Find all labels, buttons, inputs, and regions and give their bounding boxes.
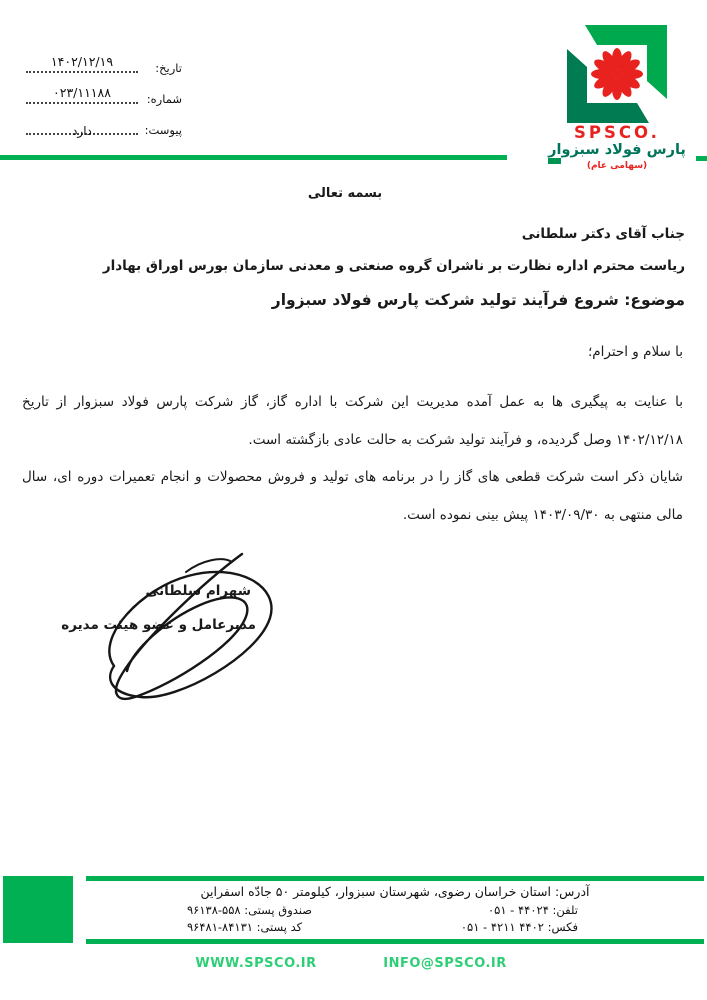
header-rule: [0, 155, 507, 160]
header-rule-dash: [548, 158, 561, 164]
postal-code-label: کد پستی:: [256, 920, 303, 934]
body-paragraph-2: شایان ذکر است شرکت قطعی های گاز را در برنامه های تولید و فروش محصولات و انجام تعمیرات دوره ای، سال مالی منتهی به ۱۴۰۳/۰۹/۳۰ پیش بینی نموده است.: [22, 468, 683, 523]
postal-code-value: ۹۶۴۸۱-۸۴۱۳۱: [187, 920, 253, 934]
attachment-row: [26, 112, 182, 143]
po-box-label: صندوق پستی:: [244, 903, 313, 917]
signatory-title: مدیرعامل و عضو هیئت مدیره: [61, 617, 256, 633]
footer-rule-bottom: [86, 939, 704, 944]
footer-fax: فکس: ۴۴۰۲ ۴۲۱۱ - ۰۵۱: [460, 920, 578, 934]
footer-website-link[interactable]: WWW.SPSCO.IR: [195, 956, 317, 971]
header-rule-edge: [696, 156, 707, 161]
logo-company-name: پارس فولاد سبزوار: [548, 142, 686, 158]
date-label: تاریخ:: [155, 61, 182, 75]
body-paragraph-1: با عنایت به پیگیری ها به عمل آمده مدیریت این شرکت با اداره گاز، گاز شرکت پارس فولاد سبزوار از تاریخ ۱۴۰۲/۱۲/۱۸ وصل گردیده، و فرآیند تولید شرکت به حالت عادی بازگشته است.: [22, 393, 683, 448]
flower-icon: [591, 48, 643, 100]
handwritten-signature-icon: [82, 548, 287, 710]
subject-line: موضوع: شروع فرآیند تولید شرکت پارس فولاد سبزوار: [271, 291, 685, 309]
footer-address: آدرس: استان خراسان رضوی، شهرستان سبزوار، کیلومتر ۵۰ جادّه اسفراین: [200, 884, 590, 899]
attachment-value: دارد: [72, 124, 92, 138]
date-value: ۱۴۰۲/۱۲/۱۹: [50, 54, 114, 69]
po-box-value: ۹۶۱۳۸-۵۵۸: [187, 903, 241, 917]
recipient-title: ریاست محترم اداره نظارت بر ناشران گروه صنعتی و معدنی سازمان بورس اوراق بهادار: [102, 258, 685, 274]
number-dotted-line: [26, 102, 138, 104]
recipient-name: جناب آقای دکتر سلطانی: [521, 226, 685, 242]
number-row: [26, 81, 182, 112]
salutation: با سلام و احترام؛: [587, 344, 683, 360]
logo-company-type: (سهامی عام): [586, 161, 648, 171]
letter-meta: [26, 50, 182, 143]
number-value: ۰۲۳/۱۱۱۸۸: [53, 85, 111, 100]
footer-email-link[interactable]: INFO@SPSCO.IR: [383, 956, 507, 971]
signatory-name: شهرام سلطانی: [145, 583, 251, 599]
footer-green-block: [3, 876, 73, 943]
footer-phone: تلفن: ۴۴۰۲۴ - ۰۵۱: [488, 903, 578, 917]
footer-rule-top: [86, 876, 704, 881]
date-row: [26, 50, 182, 81]
footer-po-box: [187, 903, 346, 917]
logo-acronym: SPSCO.: [574, 123, 660, 142]
number-label: شماره:: [146, 92, 182, 106]
attachment-label: پیوست:: [144, 123, 182, 137]
bismillah-heading: بسمه تعالی: [307, 186, 383, 201]
date-dotted-line: [26, 71, 138, 73]
footer-postal-code: [187, 920, 346, 934]
spsco-logo-icon: [562, 25, 672, 123]
